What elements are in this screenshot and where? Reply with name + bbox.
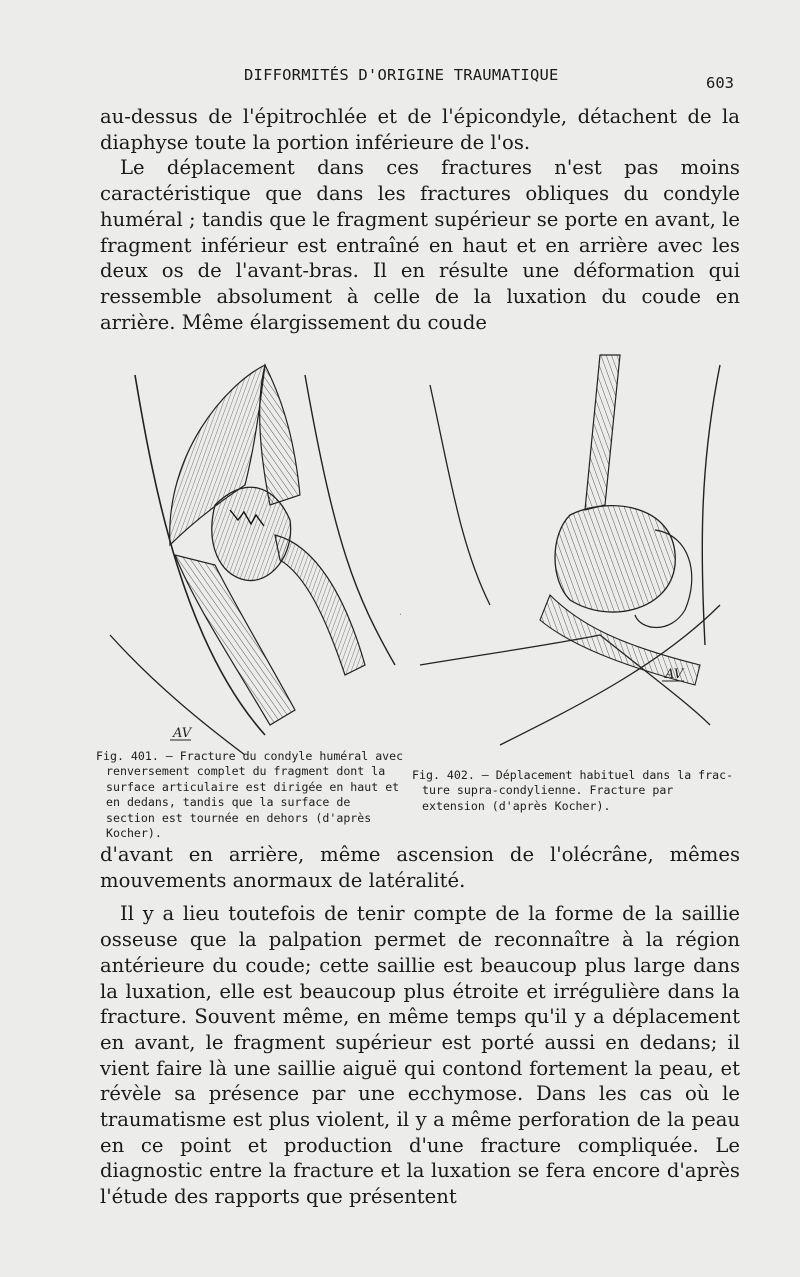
running-title: DIFFORMITÉS D'ORIGINE TRAUMATIQUE (244, 66, 559, 84)
paragraph: Le déplacement dans ces fractures n'est pas moins caractéristique que dans les fractures obliques du condyle huméral ; tandis que le fragment supérieur se porte en avant, le fragment inférieur est entraîné en haut et en arrière avec les deux os de l'avant-bras. Il en résulte une déformation qui ressemble absolument à celle de la luxation du coude en arrière. Même élargissement du coude (100, 156, 740, 334)
elbow-fracture-engraving (95, 345, 400, 765)
supracondylar-fracture-engraving (400, 345, 730, 765)
svg-text:AV: AV (173, 726, 192, 741)
text-block-bottom (100, 842, 740, 1210)
page-header (100, 62, 740, 92)
paragraph: au-dessus de l'épitrochlée et de l'épicondyle, détachent de la diaphyse toute la portion inférieure de l'os. (100, 105, 740, 154)
figure-402-illustration (400, 345, 730, 765)
caption-continuation: renversement complet du fragment dont la surface articulaire est dirigée en haut et en dedans, tandis que la surface de section est tournée en dehors (d'après Kocher). (106, 764, 400, 841)
page-number: 603 (706, 74, 734, 92)
figure-401-illustration (95, 345, 400, 765)
text-block-top (100, 104, 740, 335)
paragraph: d'avant en arrière, même ascension de l'olécrâne, mêmes mouvements anormaux de latéralité. (100, 843, 740, 892)
caption-first-line: Fig. 402. — Déplacement habituel dans la frac- (412, 768, 734, 782)
engraver-monogram (662, 667, 685, 682)
paragraph: Il y a lieu toutefois de tenir compte de la forme de la saillie osseuse que la palpation permet de reconnaître à la région antérieure du coude; cette saillie est beaucoup plus large dans la luxation, elle est beaucoup plus étroite et irrégulière dans la fracture. Souvent même, en même temps qu'il y a déplacement en avant, le fragment supérieur est porté aussi en dedans; il vient faire là une saillie aiguë qui contond fortement la peau, et révèle sa présence par une ecchymose. Dans les cas où le traumatisme est plus violent, il y a même perforation de la peau en ce point et production d'une fracture compliquée. Le diagnostic entre la fracture et la luxation se fera encore d'après l'étude des rapports que présentent (100, 902, 740, 1209)
caption-first-line: Fig. 401. — Fracture du condyle huméral avec (96, 749, 404, 763)
svg-text:AV: AV (665, 667, 684, 682)
engraver-monogram (170, 726, 193, 741)
figure-402-caption (412, 768, 737, 814)
figure-401-caption (96, 749, 406, 841)
caption-continuation: ture supra-condylienne. Fracture par extension (d'après Kocher). (422, 783, 674, 813)
